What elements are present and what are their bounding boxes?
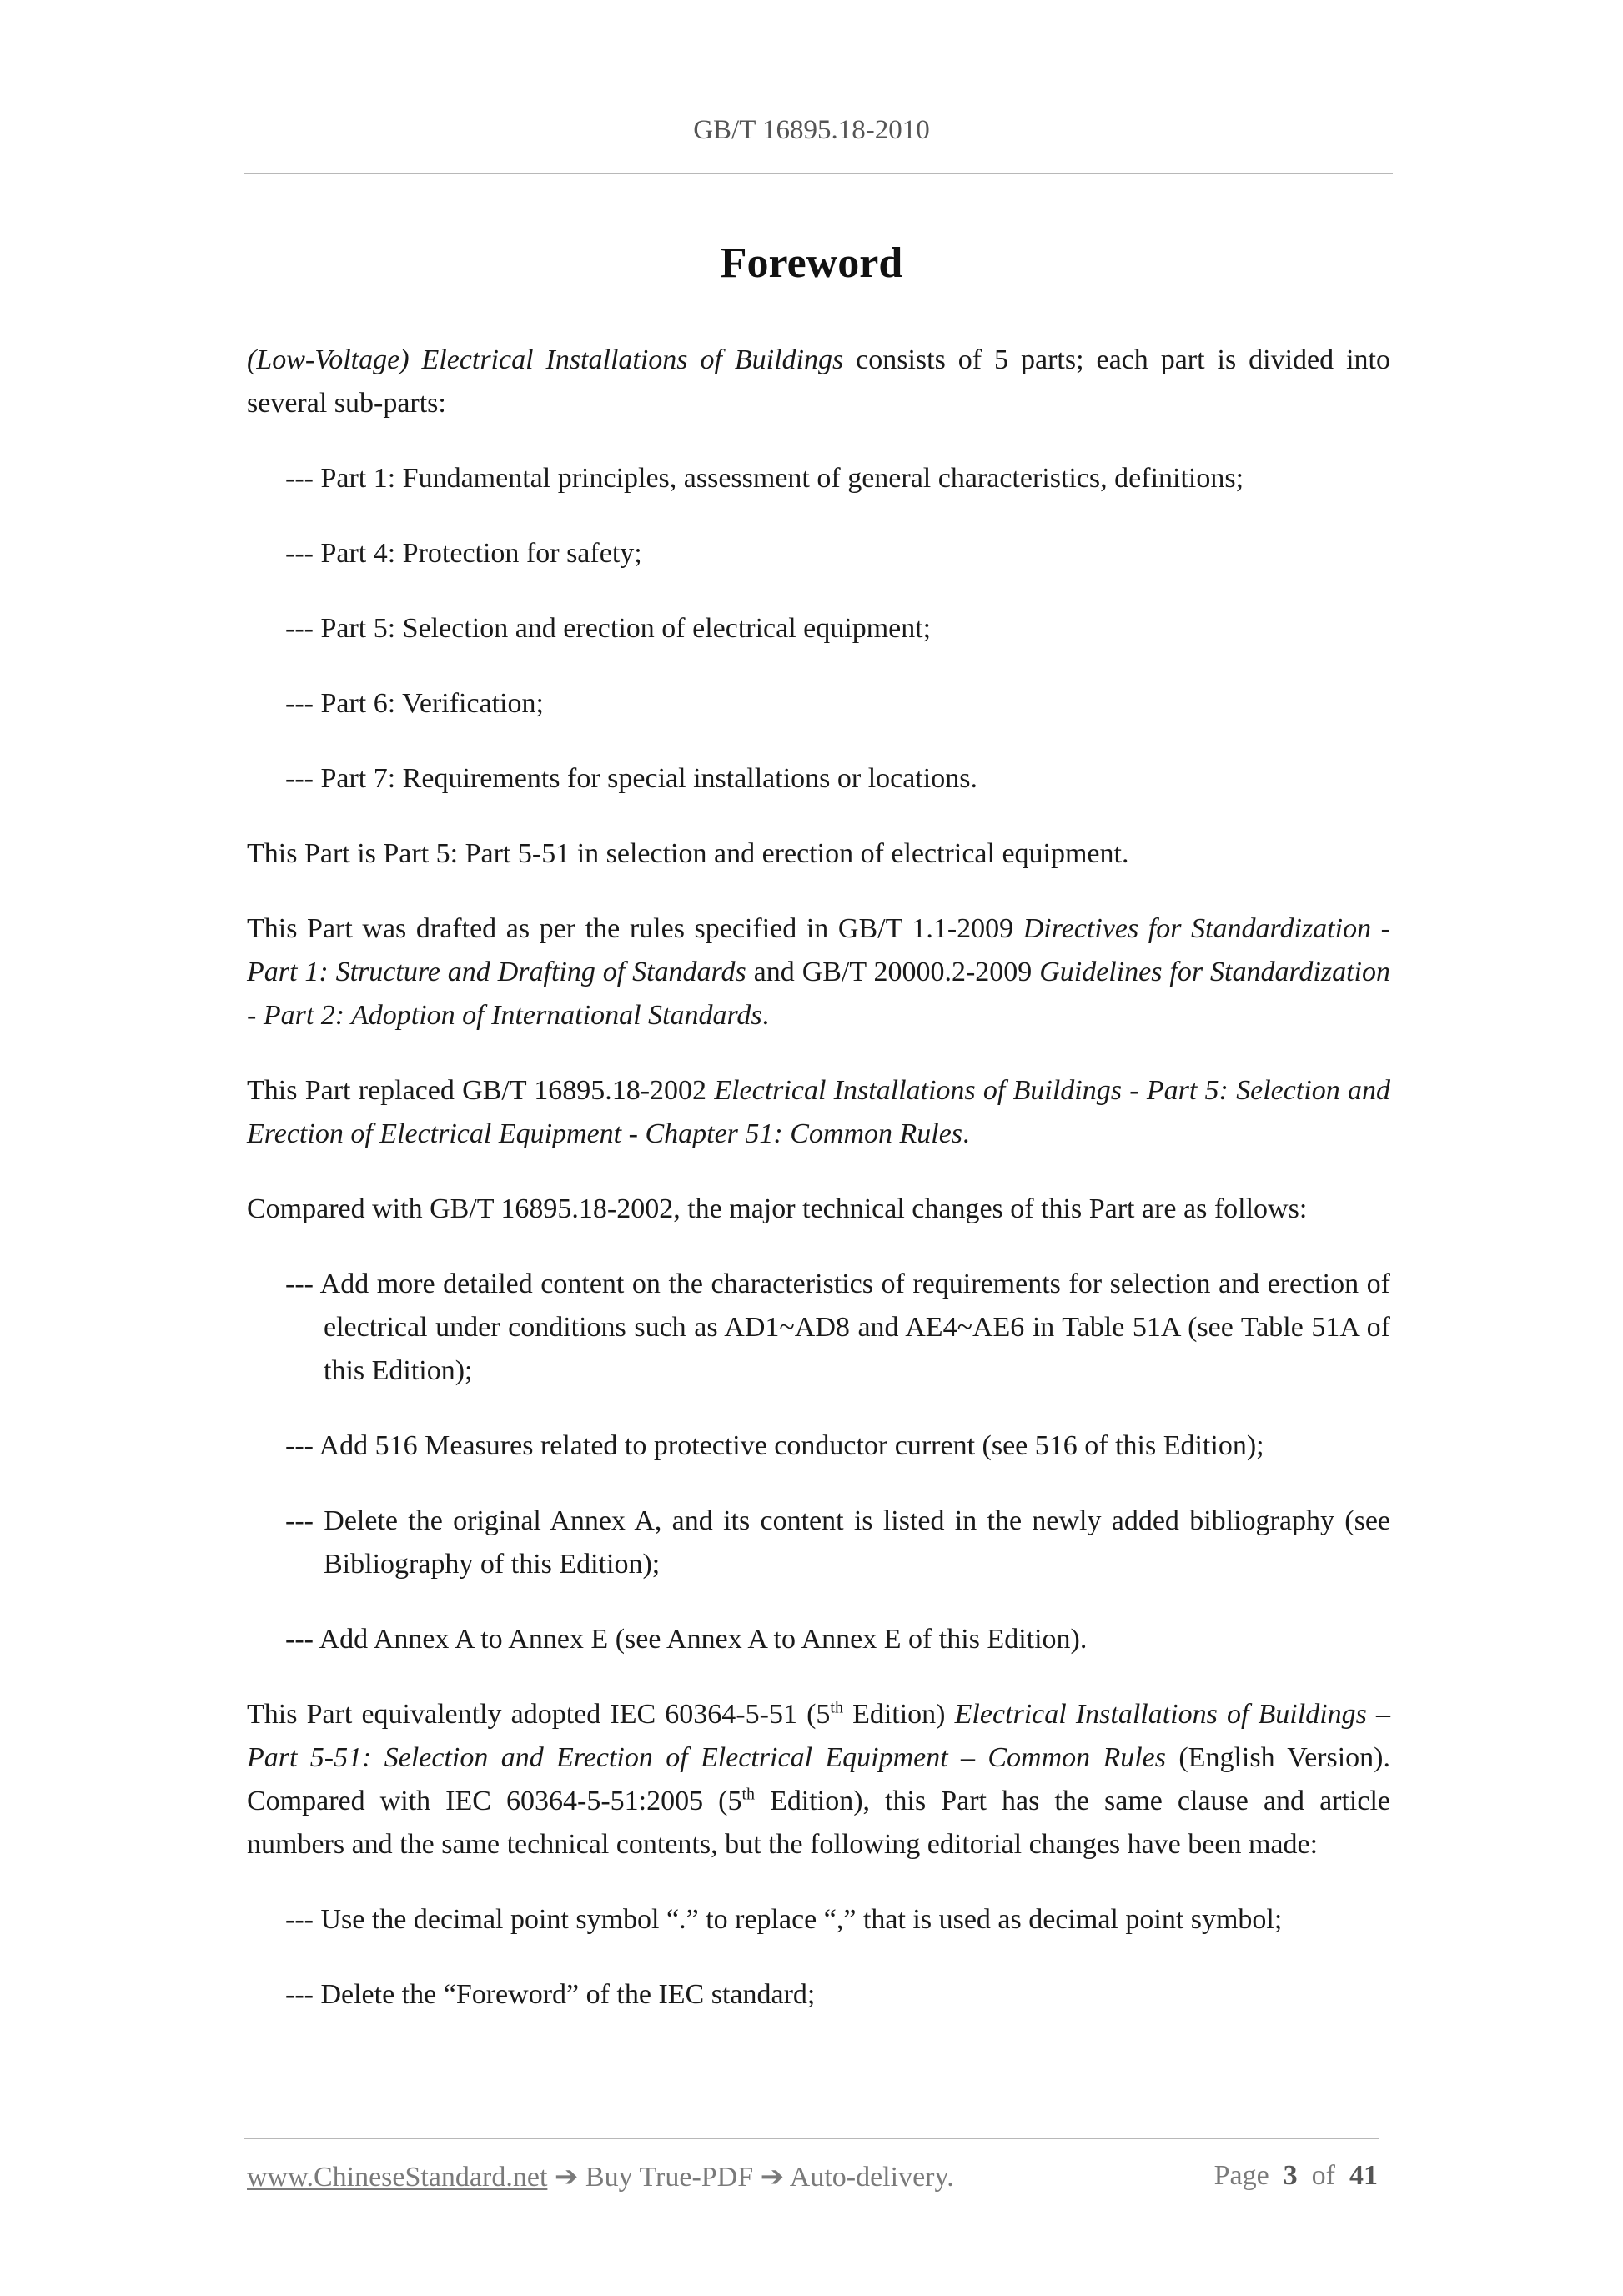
website-link[interactable]: www.ChineseStandard.net (247, 2162, 548, 2193)
arrow-right-icon: ➔ (554, 2162, 579, 2193)
adopted-text: Edition), this Part has the same clause and article numbers and the same technical contents, but the following editorial changes have been made: (247, 1786, 1391, 1860)
change-item: --- Add Annex A to Annex E (see Annex A to Annex E of this Edition). (285, 1624, 1088, 1655)
foreword-body (247, 339, 1390, 2048)
footer-promo (247, 2160, 954, 2193)
intro-title-italic: (Low-Voltage) Electrical Installations of Buildings (247, 344, 844, 375)
part-item: --- Part 7: Requirements for special installations or locations. (285, 763, 977, 794)
adopted-title: Electrical Installations of Buildings – Part 5-51: Selection and Erection of Electrical Equipment – Common Rules (247, 1699, 1390, 1773)
part-item: --- Part 1: Fundamental principles, assessment of general characteristics, definitions; (285, 463, 1244, 494)
ordinal-suffix: th (741, 1785, 756, 1804)
header-divider (244, 173, 1393, 174)
replaced-text: This Part replaced GB/T 16895.18-2002 (247, 1075, 715, 1106)
page-total: 41 (1349, 2160, 1378, 2191)
footer-divider (244, 2138, 1379, 2139)
drafted-paragraph (247, 907, 1390, 1037)
page-label: Page (1213, 2160, 1269, 2191)
change-item: --- Delete the original Annex A, and its content is listed in the newly added bibliography (see Bibliography of this Edition); (285, 1505, 1390, 1580)
compared-paragraph: Compared with GB/T 16895.18-2002, the major technical changes of this Part are as follows: (247, 1193, 1308, 1224)
replaced-paragraph (247, 1069, 1390, 1156)
adopted-text: (English Version). Compared with IEC 60364-5-51:2005 (5 (247, 1742, 1390, 1816)
adopted-text: Edition) (842, 1699, 955, 1730)
editorial-item: --- Delete the “Foreword” of the IEC standard; (285, 1979, 816, 2010)
this-part-paragraph: This Part is Part 5: Part 5-51 in selection and erection of electrical equipment. (247, 838, 1129, 869)
drafted-text: This Part was drafted as per the rules specified in GB/T 1.1-2009 (247, 913, 1023, 944)
intro-paragraph (247, 339, 1390, 425)
page-number: 3 (1283, 2160, 1298, 2191)
part-item: --- Part 5: Selection and erection of electrical equipment; (285, 613, 932, 644)
adopted-text: This Part equivalently adopted IEC 60364-5-51 (5 (247, 1699, 831, 1730)
part-item: --- Part 4: Protection for safety; (285, 538, 642, 569)
ordinal-suffix: th (830, 1698, 843, 1717)
page-counter (1214, 2160, 1378, 2192)
change-item: --- Add 516 Measures related to protective conductor current (see 516 of this Edition); (285, 1430, 1264, 1461)
drafted-text: and GB/T 20000.2-2009 (746, 957, 1040, 987)
drafted-title-2: Guidelines for Standardization - Part 2: Adoption of International Standards (247, 957, 1390, 1031)
part-item: --- Part 6: Verification; (285, 688, 545, 719)
drafted-title-1: Directives for Standardization - Part 1: Structure and Drafting of Standards (247, 913, 1390, 987)
change-item: --- Add more detailed content on the characteristics of requirements for selection and erection of electrical under conditions such as AD1~AD8 and AE4~AE6 in Table 51A (see Table 51A of this Edition); (285, 1269, 1390, 1386)
page-title: Foreword (720, 239, 903, 287)
buy-text: Buy True-PDF (578, 2162, 761, 2193)
intro-text: consists of 5 parts; each part is divided into several sub-parts: (247, 344, 1390, 419)
of-label: of (1311, 2160, 1335, 2191)
drafted-text: . (761, 1000, 770, 1031)
replaced-text: . (962, 1118, 970, 1149)
editorial-item: --- Use the decimal point symbol “.” to replace “,” that is used as decimal point symbol; (285, 1904, 1283, 1935)
delivery-text: Auto-delivery. (784, 2162, 954, 2193)
adopted-paragraph (247, 1693, 1390, 1866)
arrow-right-icon: ➔ (760, 2162, 785, 2193)
document-id-header: GB/T 16895.18-2010 (693, 115, 930, 145)
replaced-title: Electrical Installations of Buildings - Part 5: Selection and Erection of Electrical Equipment - Chapter 51: Common Rules (247, 1075, 1390, 1149)
